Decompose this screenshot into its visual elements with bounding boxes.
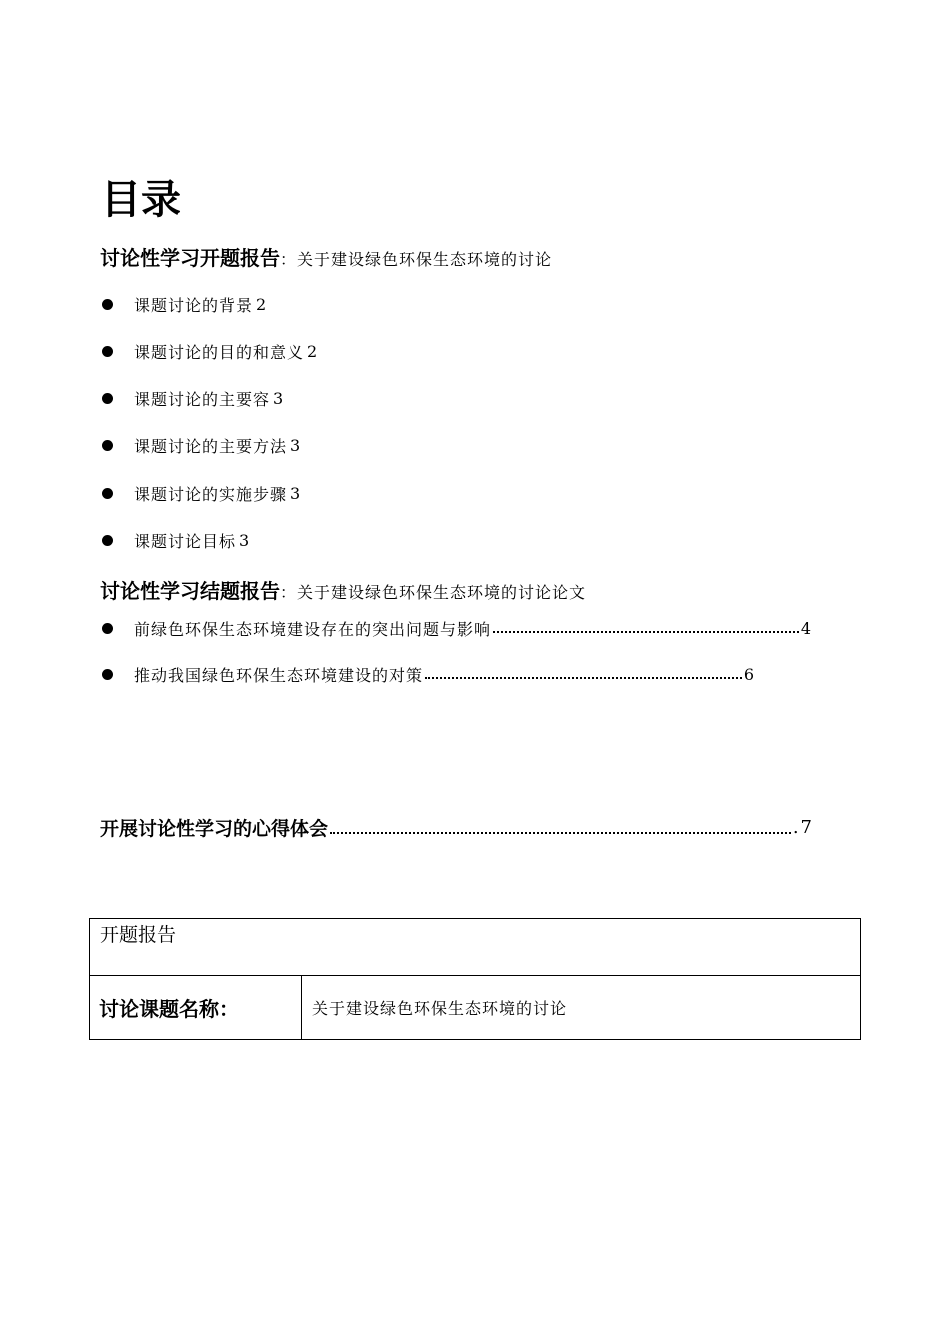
- toc-entry-page: 2: [256, 294, 268, 314]
- toc-entry-label: 课题讨论的目的和意义: [134, 342, 305, 362]
- dot-leader: [330, 832, 791, 834]
- table-header: 开题报告: [100, 924, 177, 946]
- toc-entry-label: 课题讨论目标: [134, 531, 237, 551]
- toc-entry[interactable]: [100, 386, 284, 410]
- closing-section-heading: [100, 578, 586, 606]
- dot-leader: [425, 677, 742, 679]
- toc-entry-page: 3: [290, 435, 302, 455]
- toc-entry[interactable]: [100, 616, 812, 640]
- toc-entry-label: 课题讨论的实施步骤: [134, 484, 288, 504]
- toc-entry[interactable]: [100, 662, 755, 686]
- toc-entry[interactable]: [100, 433, 301, 457]
- proposal-table: [89, 918, 861, 1040]
- opening-section-subtitle: ：关于建设绿色环保生态环境的讨论: [280, 250, 553, 269]
- bullet-icon: [102, 346, 113, 357]
- topic-value: 关于建设绿色环保生态环境的讨论: [312, 999, 568, 1018]
- toc-entry-label: 课题讨论的主要容: [134, 389, 271, 409]
- toc-entry[interactable]: [100, 528, 250, 552]
- toc-entry-label: 开展讨论性学习的心得体会: [100, 817, 329, 840]
- bullet-icon: [102, 623, 113, 634]
- toc-entry-page: .7: [792, 816, 814, 838]
- closing-section-title: 讨论性学习结题报告: [100, 579, 280, 603]
- bullet-icon: [102, 535, 113, 546]
- toc-entry-page: 3: [239, 530, 251, 550]
- toc-entry-label: 课题讨论的背景: [134, 295, 254, 315]
- toc-title: 目录: [101, 177, 181, 223]
- bullet-icon: [102, 669, 113, 680]
- topic-label-cell: [90, 976, 302, 1040]
- toc-entry[interactable]: [100, 481, 301, 505]
- toc-entry-label: 课题讨论的主要方法: [134, 436, 288, 456]
- bullet-icon: [102, 393, 113, 404]
- opening-section-title: 讨论性学习开题报告: [100, 246, 280, 270]
- topic-value-cell: [302, 976, 861, 1040]
- table-header-cell: [90, 919, 861, 976]
- toc-entry-page: 3: [290, 483, 302, 503]
- toc-entry-page: 3: [273, 388, 285, 408]
- bullet-icon: [102, 488, 113, 499]
- opening-section-heading: [100, 245, 552, 273]
- bullet-icon: [102, 440, 113, 451]
- toc-entry-page: 4: [800, 618, 812, 638]
- topic-label: 讨论课题名称：: [99, 997, 239, 1021]
- dot-leader: [493, 631, 799, 633]
- toc-entry-reflection[interactable]: [100, 814, 814, 840]
- toc-entry-page: 6: [743, 664, 755, 684]
- toc-entry[interactable]: [100, 292, 267, 316]
- closing-section-subtitle: ：关于建设绿色环保生态环境的讨论论文: [280, 583, 587, 602]
- toc-entry-label: 推动我国绿色环保生态环境建设的对策: [134, 665, 424, 685]
- bullet-icon: [102, 299, 113, 310]
- toc-entry-page: 2: [307, 341, 319, 361]
- toc-entry[interactable]: [100, 339, 318, 363]
- toc-entry-label: 前绿色环保生态环境建设存在的突出问题与影响: [134, 619, 492, 639]
